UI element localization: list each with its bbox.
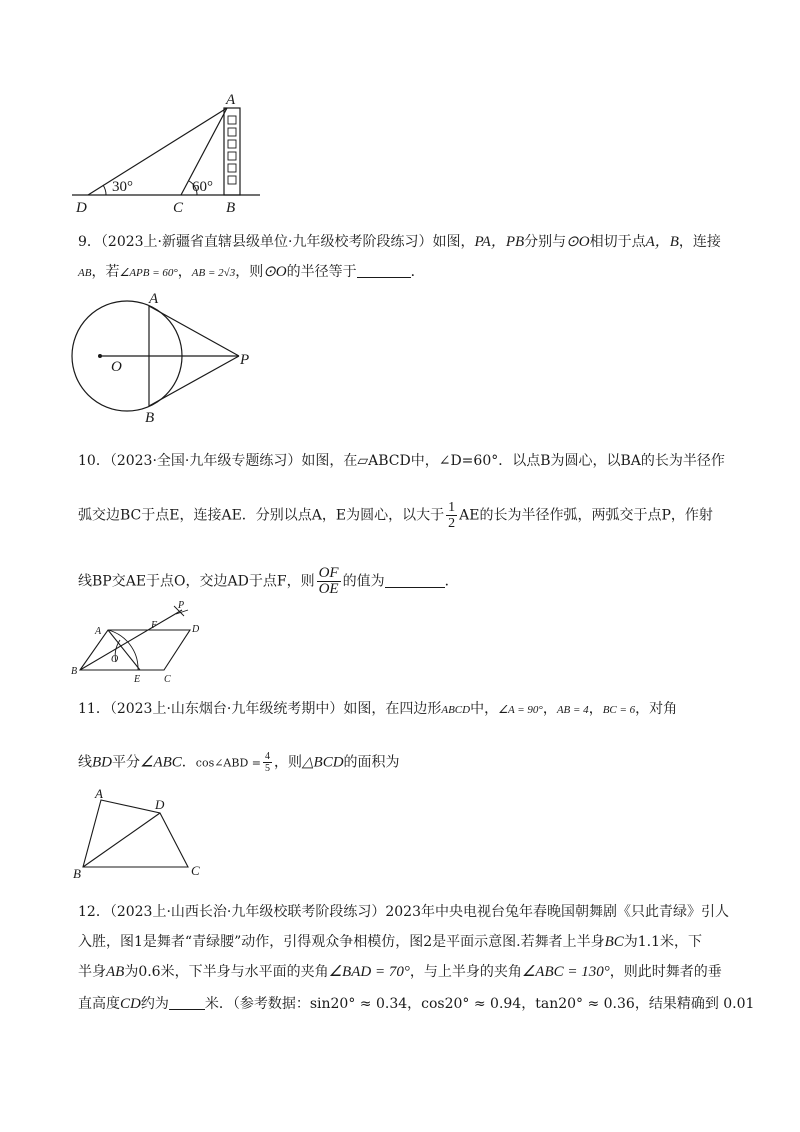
q12-source: （2023上·山西长治·九年级校联考阶段练习） [109,904,386,920]
point-label-d: D [155,797,165,812]
point-label-a: A [95,626,102,637]
point-label-a: A [95,786,103,801]
q11-line-1: 11．（2023上·山东烟台·九年级统考期中）如图，在四边形ABCD中，∠A = 90°，AB = 4，BC = 6，对角 [78,701,678,717]
q10-line-1: 10．（2023·全国·九年级专题练习）如图，在▱ABCD中，∠D=60°．以点B为圆心，以BA的长为半径作 [78,453,725,469]
q12-line-1: 12．（2023上·山西长治·九年级校联考阶段练习）2023年中央电视台兔年春晚国朝舞剧《只此青绿》引人 [78,904,729,920]
point-label-c: C [164,674,171,685]
q12-line-4: 直高度CD约为 米．（参考数据：sin20° ≈ 0.34，cos20° ≈ 0.94，tan20° ≈ 0.36，结果精确到 0.01 [78,996,755,1012]
point-label-b: B [226,200,236,216]
q10-number: 10． [78,453,110,469]
point-label-a: A [149,291,159,307]
q9-line-1: 9．（2023上·新疆省直辖县级单位·九年级校考阶段练习）如图，PA，PB分别与⊙O相切于点A，B，连接 [78,234,721,250]
q12-line-2: 入胜，图1是舞者“青绿腰”动作，引得观众争相模仿，图2是平面示意图.若舞者上半身BC为1.1米，下 [78,934,703,950]
q11-source: （2023上·山东烟台·九年级统考期中） [109,701,344,717]
point-label-d: D [192,624,200,635]
point-label-o: O [111,359,122,375]
q9-number: 9． [78,234,101,250]
point-label-p: P [240,352,250,368]
q12-answer-blank[interactable] [169,995,205,1010]
q10-line-3: 线BP交AE于点O，交边AD于点F，则 $\frac{OF}{OE}$ 的值为 ． [78,565,459,597]
q9-source: （2023上·新疆省直辖县级单位·九年级校考阶段练习） [100,234,433,250]
figure-circle-tangents [64,288,264,428]
figure-quadrilateral [68,785,218,885]
q9-condition-angle: ∠APB = 60° [119,267,178,279]
fraction-of-oe: $\frac{OF}{OE}$ [318,565,339,597]
point-label-c: C [173,200,184,216]
q11-number: 11． [78,701,110,717]
figure-wall-triangle [60,92,270,217]
point-label-o: O [111,654,119,665]
point-label-b: B [145,410,155,426]
q9-line-2: AB，若∠APB = 60°，AB = 2√3，则⊙O的半径等于 ． [78,264,425,280]
fraction-four-fifths: $\frac{4}{5}$ [265,751,270,774]
angle-label-60: 60° [192,179,213,195]
point-label-b: B [71,666,78,677]
q10-source: （2023·全国·九年级专题练习） [109,453,302,469]
q9-condition-ab: AB = 2√3 [191,267,236,279]
q10-answer-blank[interactable] [385,573,445,588]
angle-label-30: 30° [112,179,133,195]
point-label-a: A [226,92,236,108]
fraction-one-half: $\frac{1}{2}$ [448,500,456,531]
q9-answer-blank[interactable] [357,263,411,278]
point-label-p: P [178,600,185,611]
q12-number: 12． [78,904,110,920]
point-label-c: C [191,863,200,878]
point-label-f: F [151,620,158,631]
point-label-e: E [134,674,141,685]
q10-line-2: 弧交边BC于点E，连接AE．分别以点A，E为圆心，以大于 $\frac{1}{2}$ AE的长为半径作弧，两弧交于点P，作射 [78,500,713,531]
q12-line-3: 半身AB为0.6米，下半身与水平面的夹角∠BAD = 70°，与上半身的夹角∠ABC = 130°，则此时舞者的垂 [78,964,722,980]
figure-parallelogram [68,600,218,685]
point-label-d: D [76,200,87,216]
q11-line-2: 线BD平分∠ABC．cos∠ABD = $\frac{4}{5}$ ，则△BCD的面积为 [78,751,400,774]
point-label-b: B [73,866,81,881]
